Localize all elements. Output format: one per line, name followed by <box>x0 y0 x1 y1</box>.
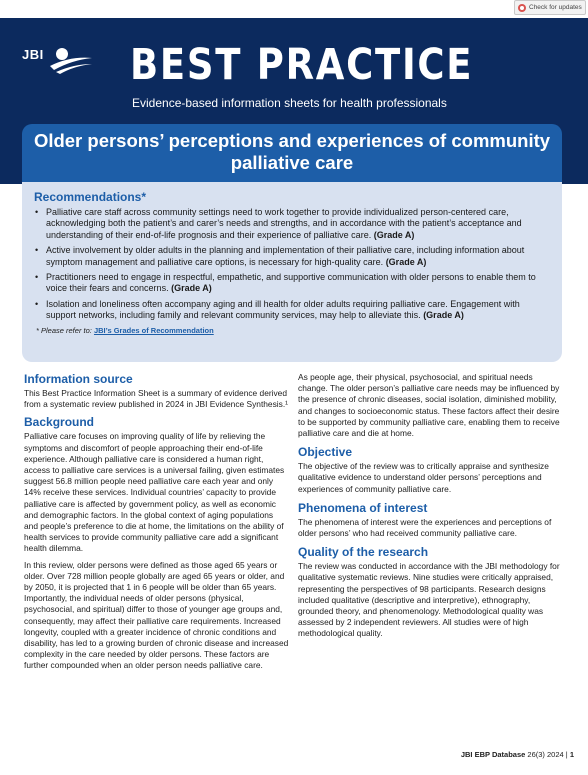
left-column <box>24 372 289 677</box>
recommendation-item <box>34 245 550 268</box>
series-title: BEST PRACTICE <box>130 40 474 90</box>
recommendation-text: Practitioners need to engage in respectful, empathetic, and supportive communication with older persons to enable them to voice their fears and concerns. <box>46 272 536 294</box>
document-title: Older persons’ perceptions and experiences of community palliative care <box>22 124 562 182</box>
recommendations-heading: Recommendations* <box>34 190 147 204</box>
information-source-heading: Information source <box>24 372 133 386</box>
grade-label: (Grade A) <box>385 256 427 267</box>
grade-label: (Grade A) <box>373 229 415 240</box>
recommendation-item <box>34 207 550 241</box>
phenomena-text: The phenomena of interest were the experiences and perceptions of older persons’ who had received community palliative care. <box>298 516 552 539</box>
recommendations-footnote <box>34 326 550 335</box>
footer-separator: | <box>565 750 568 759</box>
quality-text: The review was conducted in accordance with the JBI methodology for qualitative systematic reviews. Nine studies were critically appraised, representing the perspectives of 98 participants. Research designs included qualitative (descriptive and interpretive), ethnography, grounded theory, and phenomenology. Methodological quality was assessed by 2 independent reviewers. All studies were of high methodological quality. <box>298 561 560 639</box>
recommendation-text: Palliative care staff across community settings need to work together to provide individualized person-centered care, acknowledging both the patient’s and carer’s needs and strengths, and in accordance with the patient’s acceptance and understanding of their end-of-life prognosis and their experience of palliative care. <box>46 207 522 240</box>
check-for-updates-button[interactable] <box>514 0 586 15</box>
page-number: 1 <box>569 750 574 759</box>
check-for-updates-label: Check for updates <box>529 4 582 11</box>
background-heading: Background <box>24 415 95 430</box>
jbi-logo <box>22 46 94 76</box>
objective-heading: Objective <box>298 445 353 460</box>
grades-of-recommendation-link[interactable]: JBI’s Grades of Recommendation <box>93 325 214 335</box>
footer-database: JBI EBP Database <box>460 750 526 759</box>
series-subtitle: Evidence-based information sheets for health professionals <box>132 96 447 110</box>
background-continued-text: As people age, their physical, psychosocial, and spiritual needs change. The older person’s palliative care needs may be influenced by the presence of chronic diseases, social isolation, diminished mobility, and changes to socioeconomic status. These factors affect their desire to be supported by community palliative care, enabling them to receive palliative care and die at home. <box>298 372 560 439</box>
recommendation-item <box>34 299 550 322</box>
information-source-text: This Best Practice Information Sheet is a summary of evidence derived from a systematic review published in 2024 in JBI Evidence Synthesis.¹ <box>24 388 288 410</box>
footer-issue: 26(3) 2024 <box>527 750 564 759</box>
background-paragraph-2: In this review, older persons were defined as those aged 65 years or older. Over 728 million people globally are aged 65 years or older, and by 2050, it is projected that 1 in 6 people will be older than 65 years. Importantly, the individual needs of older persons (physical, psychosocial, and spiritual) differ to those of younger age groups and, consequently, may affect their palliative care requirements. Increased longevity, coupled with a greater incidence of chronic conditions and disability, has led to a growing burden of chronic disease and increased complexity in the care needed by older persons. These factors are further compounded when an older person needs palliative care. <box>24 559 289 671</box>
right-column <box>298 372 563 646</box>
crossmark-icon <box>518 4 526 12</box>
footnote-prefix: * Please refer to: <box>36 325 92 335</box>
quality-heading: Quality of the research <box>298 545 429 560</box>
objective-text: The objective of the review was to critically appraise and synthesize qualitative evidence to understand older persons’ perceptions and experiences of community palliative care. <box>298 461 549 494</box>
logo-swoosh-icon <box>48 46 94 74</box>
page-footer <box>461 750 574 759</box>
phenomena-heading: Phenomena of interest <box>298 500 428 515</box>
grade-label: (Grade A) <box>423 310 464 321</box>
recommendation-item <box>34 272 550 295</box>
logo-text: JBI <box>22 47 44 62</box>
recommendation-text: Active involvement by older adults in the planning and implementation of their palliative care, including information about symptom management and palliative care options, is necessary for high-quality care. <box>46 245 525 267</box>
background-paragraph-1: Palliative care focuses on improving quality of life by relieving the symptoms and discomfort of people approaching their end-of-life experience. Although palliative care is considered a human right, access to palliative care services is a universal failing, given estimates suggest 56.8 million people need palliative care each year and only 14% receive these services. Individual countries’ capacity to provide palliative care is affected by government policy, as well as economic and demographic factors. In the global context of aging populations and people’s preference to die at home, the limitations on the ability of health services to provide community palliative care add a significant health dilemma. <box>24 431 285 554</box>
grade-label: (Grade A) <box>171 283 212 294</box>
recommendation-text: Isolation and loneliness often accompany aging and ill health for older adults requiring palliative care. Engagement with support networks, including family and relevant community services, may help to alleviate this. <box>46 298 520 321</box>
recommendations-list <box>34 207 550 322</box>
top-strip <box>0 0 588 18</box>
recommendations-panel <box>22 182 562 362</box>
